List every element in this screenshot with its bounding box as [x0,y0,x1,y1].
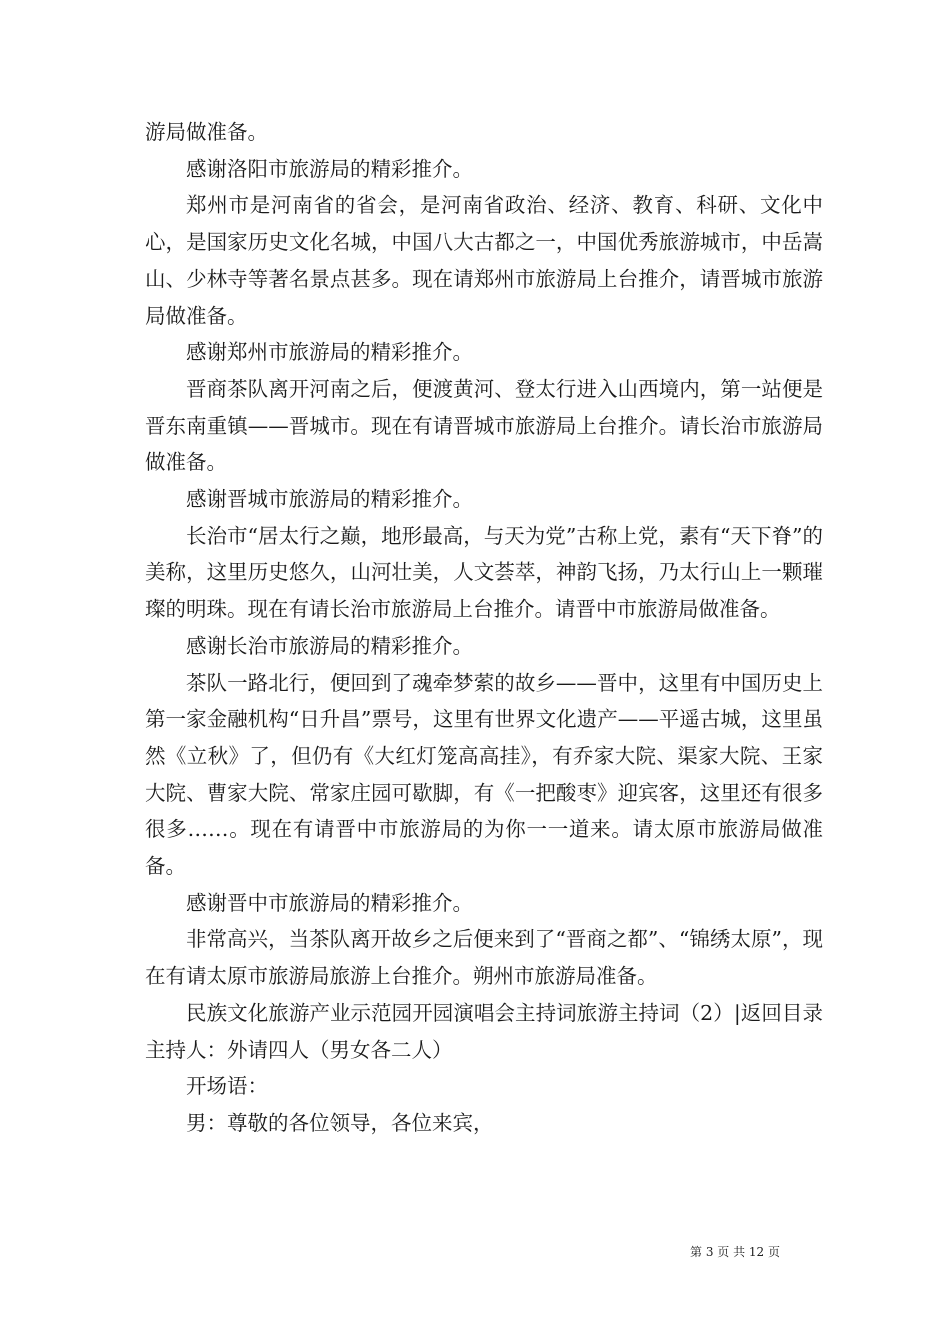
paragraph: 感谢长治市旅游局的精彩推介。 [186,633,473,658]
paragraph: 郑州市是河南省的省会，是河南省政治、经济、教育、科研、文化中心，是国家历史文化名城，中国八大古都之一，中国优秀旅游城市，中岳嵩山、少林寺等著名景点甚多。现在请郑州市旅游局上台推介，请晋城市旅游局做准备。 [145,193,823,328]
paragraph: 游局做准备。 [145,120,268,144]
paragraph: 非常高兴，当茶队离开故乡之后便来到了“晋商之都”、“锦绣太原”，现在有请太原市旅游局旅游上台推介。朔州市旅游局准备。 [145,927,823,989]
paragraph: 男：尊敬的各位领导，各位来宾， [186,1110,494,1135]
paragraph: 开场语： [186,1074,268,1099]
page-number-footer: 第 3 页 共 12 页 [690,1245,780,1259]
paragraph: 茶队一路北行，便回到了魂牵梦萦的故乡——晋中，这里有中国历史上第一家金融机构“日升昌”票号，这里有世界文化遗产——平遥古城，这里虽然《立秋》了，但仍有《大红灯笼高高挂》，有乔家大院、渠家大院、王家大院、曹家大院、常家庄园可歇脚，有《一把酸枣》迎宾客，这里还有很多很多……。现在有请晋中市旅游局的为你一一道来。请太原市旅游局做准备。 [145,670,823,879]
paragraph: 感谢洛阳市旅游局的精彩推介。 [186,156,473,181]
paragraph: 长治市“居太行之巅，地形最高，与天为党”古称上党，素有“天下脊”的美称，这里历史悠久，山河壮美，人文荟萃，神韵飞扬，乃太行山上一颗璀璨的明珠。现在有请长治市旅游局上台推介。请晋中市旅游局做准备。 [145,523,823,622]
paragraph: 感谢晋城市旅游局的精彩推介。 [186,487,473,512]
paragraph: 民族文化旅游产业示范园开园演唱会主持词旅游主持词（2）|返回目录主持人：外请四人（男女各二人） [145,1000,823,1062]
document-body [145,114,823,1142]
paragraph: 感谢郑州市旅游局的精彩推介。 [186,340,473,365]
paragraph: 晋商茶队离开河南之后，便渡黄河、登太行进入山西境内，第一站便是晋东南重镇——晋城市。现在有请晋城市旅游局上台推介。请长治市旅游局做准备。 [145,376,823,475]
paragraph: 感谢晋中市旅游局的精彩推介。 [186,890,473,915]
